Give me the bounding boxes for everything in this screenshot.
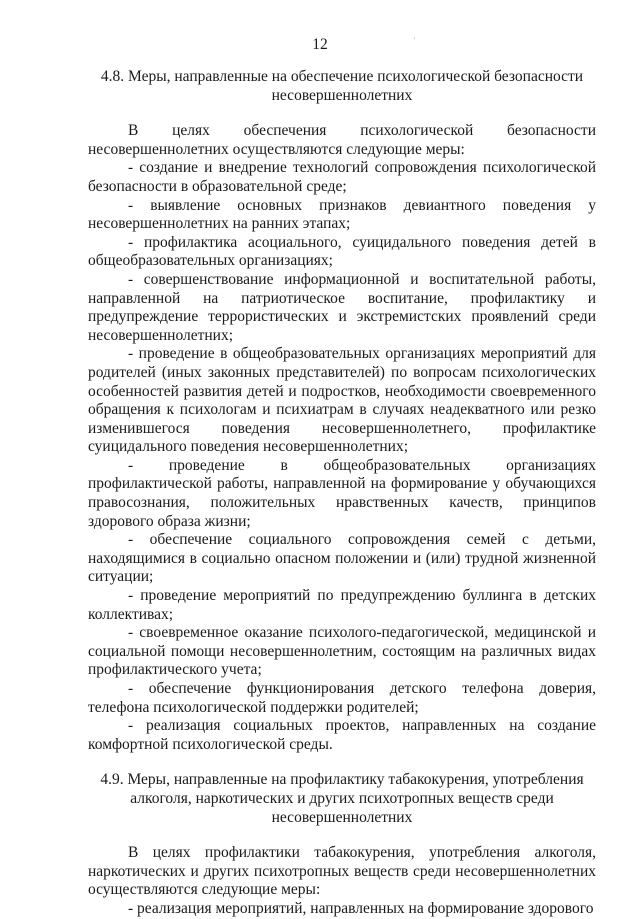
section-4-8-title-line1: 4.8. Меры, направленные на обеспечение психологической безопасности (100, 68, 584, 85)
section-4-8-item-6: - проведение в общеобразовательных организациях профилактической работы, направленной на формирование у обучающихся правосознания, положительных нравственных качеств, принципов здорового образа жизни; (88, 456, 596, 530)
section-4-9-intro: В целях профилактики табакокурения, употребления алкоголя, наркотических и других психотропных веществ среди несовершеннолетних осуществляются следующие меры: (88, 844, 596, 899)
section-4-8-item-2: - выявление основных признаков девиантного поведения у несовершеннолетних на ранних этапах; (88, 196, 596, 233)
section-4-8-title (88, 68, 596, 105)
section-4-8-item-10: - обеспечение функционирования детского телефона доверия, телефона психологической поддержки родителей; (88, 680, 596, 716)
section-4-8-item-1: - создание и внедрение технологий сопровождения психологической безопасности в образовательной среде; (88, 159, 596, 195)
section-4-8-item-5: - проведение в общеобразовательных организациях мероприятий для родителей (иных законных представителей) по вопросам психологических особенностей развития детей и подростков, необходимости своевременного обращения к психологам и психиатрам в случаях неадекватного или резко изменившегося поведения несовершеннолетнего, профилактике суицидального поведения несовершеннолетних; (88, 345, 596, 456)
section-4-8-item-7: - обеспечение социального сопровождения семей с детьми, находящимися в социально опасном положении и (или) трудной жизненной ситуации; (88, 531, 596, 586)
section-4-9-title-line3: несовершеннолетних (271, 808, 413, 826)
section-4-8-item-9: - своевременное оказание психолого-педагогической, медицинской и социальной помощи несовершеннолетним, состоящим на различных видах профилактического учета; (88, 624, 596, 679)
scan-mark: · (413, 34, 416, 43)
section-4-9-item-1: - реализация мероприятий, направленных на формирование здорового (128, 899, 594, 917)
section-4-8-item-4: - совершенствование информационной и воспитательной работы, направленной на патриотическое воспитание, профилактику и предупреждение террористических и экстремистских проявлений среди несовершеннолетних; (88, 270, 596, 344)
page-number: 12 (312, 36, 328, 53)
section-4-9-title-line2: алкоголя, наркотических и других психотропных веществ среди (130, 789, 554, 807)
section-4-9-title-line1: 4.9. Меры, направленные на профилактику табакокурения, употребления (100, 771, 584, 789)
section-4-8-title-line2: несовершеннолетних (271, 86, 413, 104)
section-4-8-item-3: - профилактика асоциального, суицидального поведения детей в общеобразовательных организациях; (88, 233, 596, 270)
document-body (88, 68, 596, 919)
section-4-8-item-11: - реализация социальных проектов, направленных на создание комфортной психологической среды. (88, 717, 596, 753)
section-4-8-item-8: - проведение мероприятий по предупреждению буллинга в детских коллективах; (88, 587, 596, 623)
section-4-8-intro: В целях обеспечения психологической безопасности несовершеннолетних осуществляются следующие меры: (88, 122, 596, 158)
section-4-9-title (88, 771, 596, 827)
